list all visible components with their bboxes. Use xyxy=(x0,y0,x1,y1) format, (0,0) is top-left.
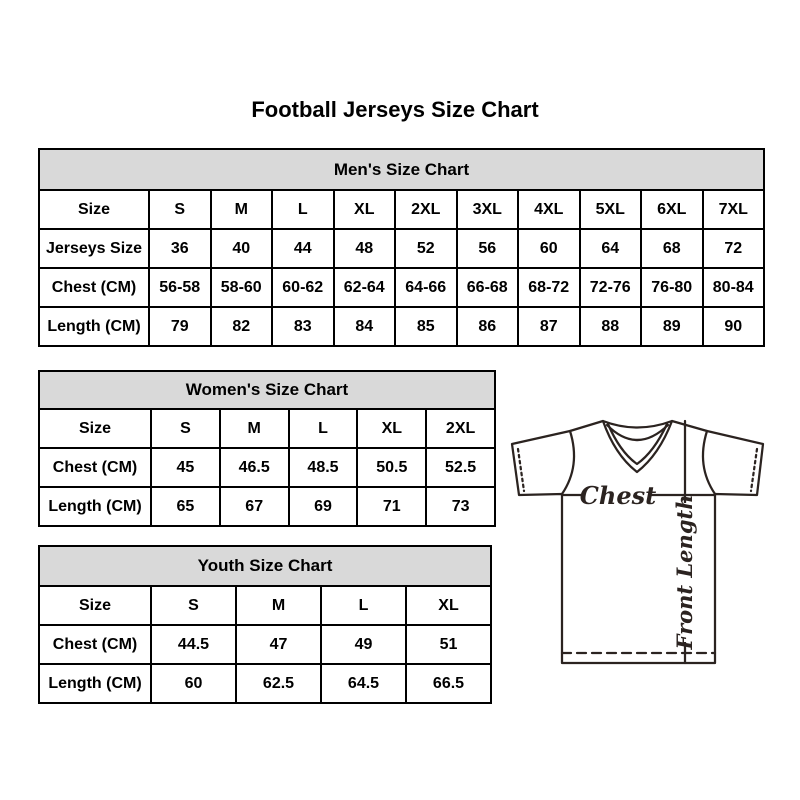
size-row xyxy=(39,487,495,526)
womens-table-title: Women's Size Chart xyxy=(39,371,495,409)
size-value-cell: M xyxy=(211,190,273,229)
size-value-cell: 79 xyxy=(149,307,211,346)
row-label-cell: Size xyxy=(39,190,149,229)
size-value-cell: 66.5 xyxy=(406,664,491,703)
size-value-cell: 4XL xyxy=(518,190,580,229)
size-row xyxy=(39,625,491,664)
size-value-cell: 2XL xyxy=(395,190,457,229)
size-value-cell: 69 xyxy=(289,487,358,526)
row-label-cell: Size xyxy=(39,409,151,448)
size-value-cell: 3XL xyxy=(457,190,519,229)
size-value-cell: 68 xyxy=(641,229,703,268)
womens-size-chart-table xyxy=(38,370,496,527)
jersey-outline xyxy=(512,421,763,663)
womens-table xyxy=(38,370,496,527)
size-value-cell: 52.5 xyxy=(426,448,495,487)
size-row xyxy=(39,664,491,703)
row-label-cell: Length (CM) xyxy=(39,664,151,703)
size-value-cell: 72-76 xyxy=(580,268,642,307)
size-value-cell: 52 xyxy=(395,229,457,268)
row-label-cell: Jerseys Size xyxy=(39,229,149,268)
size-value-cell: 64.5 xyxy=(321,664,406,703)
size-value-cell: 50.5 xyxy=(357,448,426,487)
size-value-cell: 60 xyxy=(151,664,236,703)
table-header-row xyxy=(39,546,491,586)
size-value-cell: L xyxy=(321,586,406,625)
size-value-cell: XL xyxy=(406,586,491,625)
size-value-cell: 84 xyxy=(334,307,396,346)
size-row xyxy=(39,409,495,448)
size-value-cell: 36 xyxy=(149,229,211,268)
size-value-cell: 82 xyxy=(211,307,273,346)
size-value-cell: 45 xyxy=(151,448,220,487)
size-value-cell: 89 xyxy=(641,307,703,346)
mens-table xyxy=(38,148,765,347)
size-value-cell: 2XL xyxy=(426,409,495,448)
size-value-cell: 66-68 xyxy=(457,268,519,307)
size-row xyxy=(39,190,764,229)
size-value-cell: 58-60 xyxy=(211,268,273,307)
size-value-cell: S xyxy=(151,586,236,625)
size-value-cell: 62-64 xyxy=(334,268,396,307)
size-value-cell: 44.5 xyxy=(151,625,236,664)
size-value-cell: 90 xyxy=(703,307,765,346)
size-value-cell: 76-80 xyxy=(641,268,703,307)
size-value-cell: 48 xyxy=(334,229,396,268)
youth-table xyxy=(38,545,492,704)
size-value-cell: 40 xyxy=(211,229,273,268)
chest-label: Chest xyxy=(579,481,657,510)
front-length-label: Front Length xyxy=(672,494,697,650)
page-title: Football Jerseys Size Chart xyxy=(251,97,539,122)
size-value-cell: 44 xyxy=(272,229,334,268)
size-value-cell: 47 xyxy=(236,625,321,664)
mens-table-title: Men's Size Chart xyxy=(39,149,764,190)
size-value-cell: 7XL xyxy=(703,190,765,229)
youth-size-chart-table xyxy=(38,545,492,704)
row-label-cell: Chest (CM) xyxy=(39,448,151,487)
size-value-cell: 80-84 xyxy=(703,268,765,307)
size-row xyxy=(39,448,495,487)
size-value-cell: 49 xyxy=(321,625,406,664)
jersey-illustration xyxy=(503,410,778,685)
size-value-cell: 51 xyxy=(406,625,491,664)
size-row xyxy=(39,229,764,268)
size-value-cell: XL xyxy=(334,190,396,229)
size-value-cell: 83 xyxy=(272,307,334,346)
size-value-cell: 65 xyxy=(151,487,220,526)
size-value-cell: 56-58 xyxy=(149,268,211,307)
size-value-cell: 64 xyxy=(580,229,642,268)
size-value-cell: S xyxy=(149,190,211,229)
size-value-cell: 62.5 xyxy=(236,664,321,703)
row-label-cell: Chest (CM) xyxy=(39,625,151,664)
size-value-cell: M xyxy=(220,409,289,448)
size-value-cell: 56 xyxy=(457,229,519,268)
size-value-cell: L xyxy=(289,409,358,448)
row-label-cell: Length (CM) xyxy=(39,487,151,526)
row-label-cell: Size xyxy=(39,586,151,625)
size-row xyxy=(39,586,491,625)
size-value-cell: 60-62 xyxy=(272,268,334,307)
size-value-cell: 71 xyxy=(357,487,426,526)
size-value-cell: XL xyxy=(357,409,426,448)
table-header-row xyxy=(39,371,495,409)
size-value-cell: 88 xyxy=(580,307,642,346)
row-label-cell: Chest (CM) xyxy=(39,268,149,307)
youth-table-title: Youth Size Chart xyxy=(39,546,491,586)
size-row xyxy=(39,268,764,307)
mens-size-chart-table xyxy=(38,148,765,347)
size-value-cell: 73 xyxy=(426,487,495,526)
size-row xyxy=(39,307,764,346)
size-value-cell: 87 xyxy=(518,307,580,346)
size-value-cell: 6XL xyxy=(641,190,703,229)
size-value-cell: 64-66 xyxy=(395,268,457,307)
jersey-measurement-diagram xyxy=(503,410,778,685)
size-value-cell: 68-72 xyxy=(518,268,580,307)
size-value-cell: 72 xyxy=(703,229,765,268)
size-value-cell: 48.5 xyxy=(289,448,358,487)
size-value-cell: M xyxy=(236,586,321,625)
size-value-cell: 86 xyxy=(457,307,519,346)
size-value-cell: L xyxy=(272,190,334,229)
size-value-cell: 46.5 xyxy=(220,448,289,487)
size-value-cell: 5XL xyxy=(580,190,642,229)
table-header-row xyxy=(39,149,764,190)
size-value-cell: 85 xyxy=(395,307,457,346)
row-label-cell: Length (CM) xyxy=(39,307,149,346)
size-value-cell: S xyxy=(151,409,220,448)
size-value-cell: 60 xyxy=(518,229,580,268)
size-value-cell: 67 xyxy=(220,487,289,526)
